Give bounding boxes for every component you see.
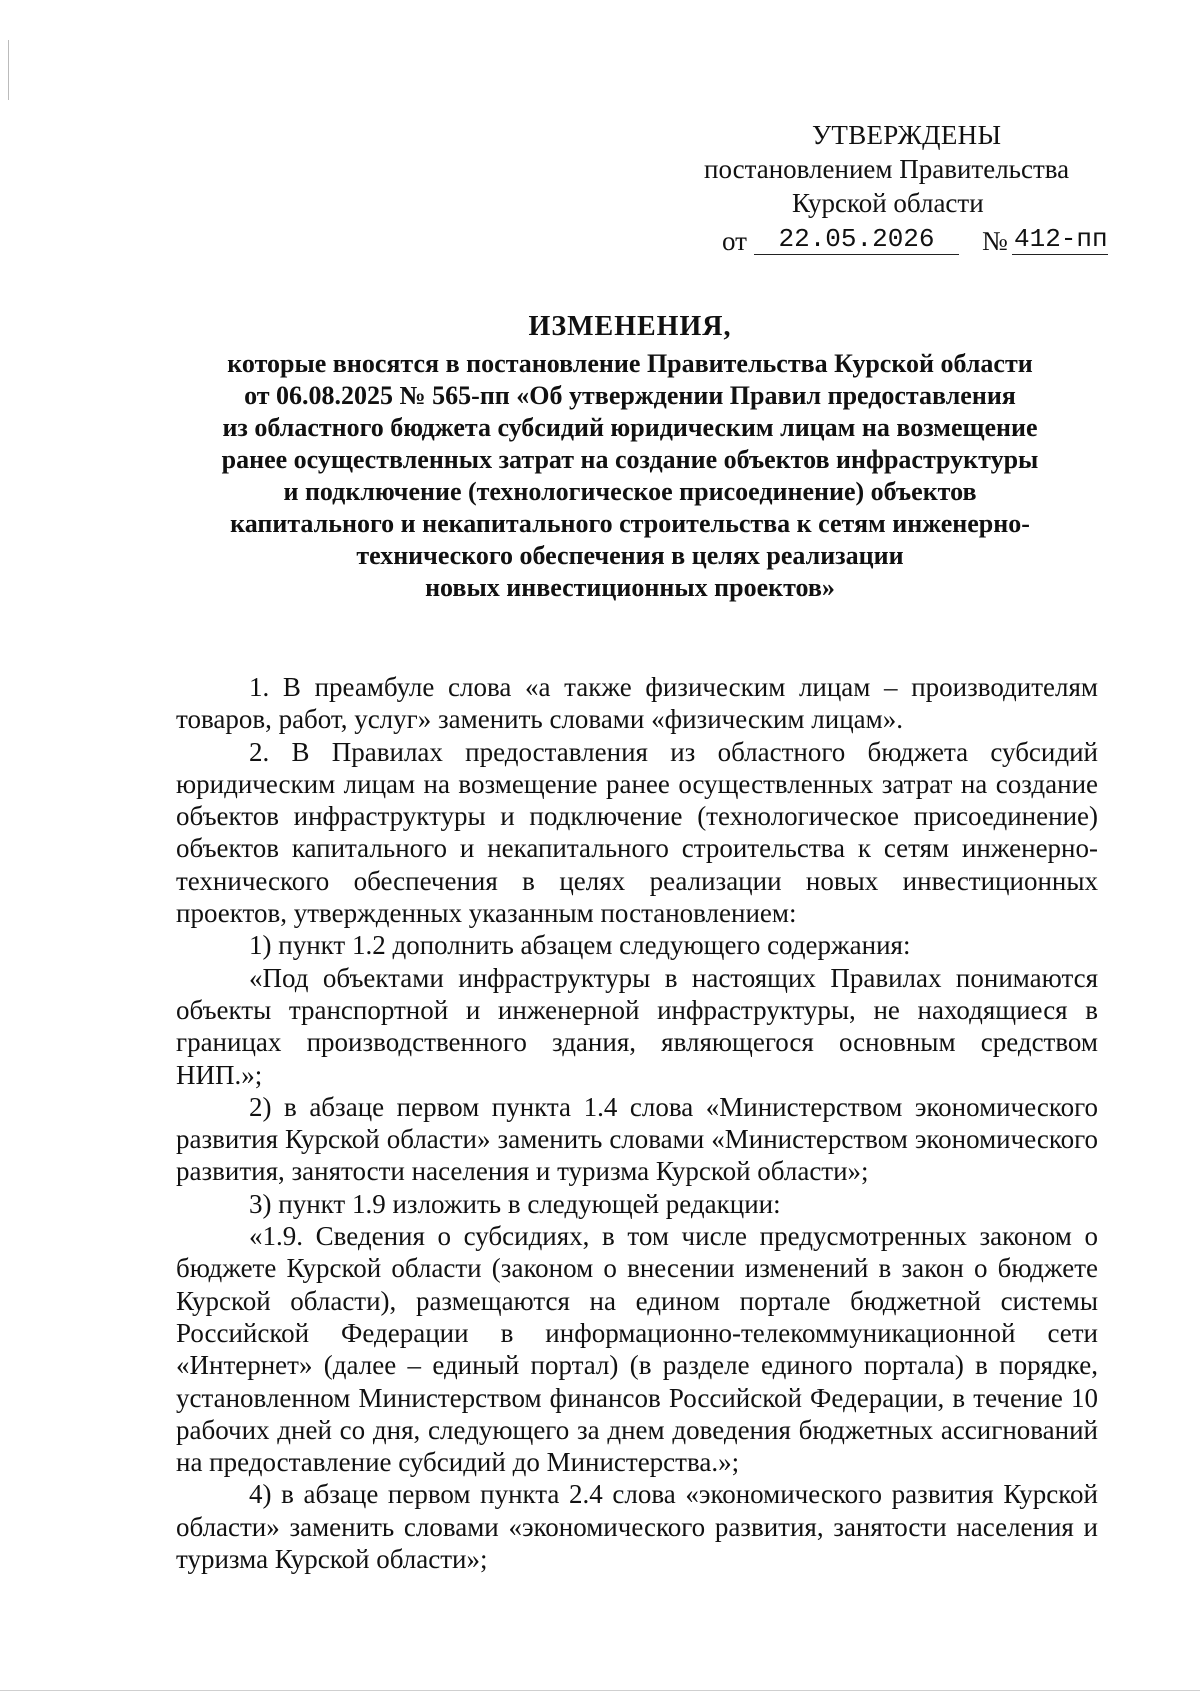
- number-prefix: №: [982, 226, 1008, 256]
- approval-date-number: [700, 222, 1120, 258]
- approval-line-2: Курской области: [792, 188, 984, 218]
- heading-line: от 06.08.2025 № 565-пп «Об утверждении Правил предоставления: [244, 381, 1016, 410]
- paragraph-2-item-1: 1) пункт 1.2 дополнить абзацем следующего содержания:: [249, 930, 911, 961]
- paragraph-2-item-4: 4) в абзаце первом пункта 2.4 слова «экономического развития Курской области» заменить словами «экономического развития, занятости населения и туризма Курской области»;: [176, 1479, 1098, 1575]
- heading-line: капитального и некапитального строительства к сетям инженерно-: [230, 509, 1030, 538]
- heading-line: которые вносятся в постановление Правительства Курской области: [227, 349, 1033, 378]
- approval-line-1: постановлением Правительства: [704, 154, 1070, 184]
- paragraph-2-item-3-quote: «1.9. Сведения о субсидиях, в том числе предусмотренных законом о бюджете Курской области (законом о внесении изменений в закон о бюджете Курской области), размещаются на едином портале бюджетной системы Российской Федерации в информационно-телекоммуникационной сети «Интернет» (далее – единый портал) (в разделе единого портала) в порядке, установленном Министерством финансов Российской Федерации, в течение 10 рабочих дней со дня, следующего за днем доведения бюджетных ассигнований на предоставление субсидий до Министерства.»;: [176, 1221, 1098, 1478]
- approval-number: 412-пп: [1014, 224, 1108, 254]
- heading-line: ранее осуществленных затрат на создание объектов инфраструктуры: [221, 445, 1039, 474]
- paragraph-2-item-2: 2) в абзаце первом пункта 1.4 слова «Министерством экономического развития Курской области» заменить словами «Министерством экономического развития, занятости населения и туризма Курской области»;: [176, 1091, 1098, 1187]
- document-heading: [160, 310, 1100, 604]
- paragraph-2: 2. В Правилах предоставления из областного бюджета субсидий юридическим лицам на возмещение ранее осуществленных затрат на создание объектов инфраструктуры и подключение (технологическое присоединение) объектов капитального и некапитального строительства к сетям инженерно-технического обеспечения в целях реализации новых инвестиционных проектов, утвержденных указанным постановлением:: [176, 736, 1098, 929]
- approval-title: УТВЕРЖДЕНЫ: [812, 120, 1002, 150]
- date-prefix: от: [722, 226, 747, 256]
- heading-line: из областного бюджета субсидий юридическим лицам на возмещение: [222, 413, 1038, 442]
- heading-line: новых инвестиционных проектов»: [425, 573, 835, 602]
- approval-date: 22.05.2026: [754, 222, 959, 255]
- paragraph-1: 1. В преамбуле слова «а также физическим лицам – производителям товаров, работ, услуг» заменить словами «физическим лицам».: [176, 672, 1098, 735]
- document-body: [176, 671, 1098, 1575]
- heading-line: технического обеспечения в целях реализации: [356, 541, 904, 570]
- heading-line: и подключение (технологическое присоединение) объектов: [283, 477, 977, 506]
- heading-title: ИЗМЕНЕНИЯ,: [528, 311, 732, 342]
- scan-edge-bottom: [0, 1690, 1200, 1691]
- paragraph-2-item-1-quote: «Под объектами инфраструктуры в настоящих Правилах понимаются объекты транспортной и инженерной инфраструктуры, не находящиеся в границах производственного здания, являющегося основным средством НИП.»;: [176, 962, 1098, 1090]
- paragraph-2-item-3: 3) пункт 1.9 изложить в следующей редакции:: [249, 1188, 781, 1219]
- approval-block: [700, 118, 1120, 258]
- scan-edge-left: [8, 40, 9, 100]
